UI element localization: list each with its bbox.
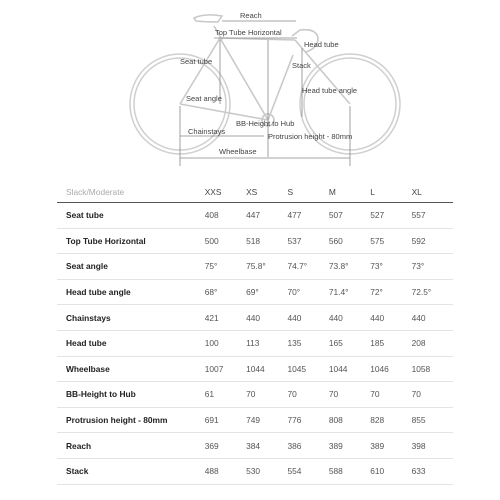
size-header: XL: [412, 181, 453, 203]
label-head-tube: Head tube: [304, 40, 339, 49]
table-cell: 1044: [246, 356, 287, 382]
table-cell: 557: [412, 203, 453, 229]
table-cell: 70: [412, 382, 453, 408]
table-row: [57, 433, 453, 459]
table-cell: 68°: [205, 279, 246, 305]
label-head-tube-angle: Head tube angle: [302, 86, 358, 95]
table-cell: 72.5°: [412, 279, 453, 305]
table-cell: 389: [329, 433, 370, 459]
table-cell: 527: [370, 203, 411, 229]
table-cell: 398: [412, 433, 453, 459]
table-cell: 1007: [205, 356, 246, 382]
table-cell: 447: [246, 203, 287, 229]
table-cell: 369: [205, 433, 246, 459]
table-cell: 408: [205, 203, 246, 229]
size-header: S: [287, 181, 328, 203]
table-cell: 135: [287, 330, 328, 356]
table-cell: 69°: [246, 279, 287, 305]
table-cell: 855: [412, 407, 453, 433]
table-row: [57, 254, 453, 280]
row-label: Reach: [57, 433, 205, 459]
size-header: XXS: [205, 181, 246, 203]
table-cell: 185: [370, 330, 411, 356]
table-cell: 71.4°: [329, 279, 370, 305]
table-cell: 440: [370, 305, 411, 331]
row-label: Seat angle: [57, 254, 205, 280]
size-header: M: [329, 181, 370, 203]
table-cell: 1045: [287, 356, 328, 382]
table-cell: 610: [370, 458, 411, 484]
table-cell: 75°: [205, 254, 246, 280]
row-label: Top Tube Horizontal: [57, 228, 205, 254]
table-body: [57, 203, 453, 485]
table-cell: 1044: [329, 356, 370, 382]
table-cell: 384: [246, 433, 287, 459]
size-header: L: [370, 181, 411, 203]
table-cell: 440: [246, 305, 287, 331]
label-top-tube: Top Tube Horizontal: [215, 28, 282, 37]
table-cell: 72°: [370, 279, 411, 305]
table-row: [57, 356, 453, 382]
label-wheelbase: Wheelbase: [219, 147, 257, 156]
table-cell: 477: [287, 203, 328, 229]
table-row: [57, 228, 453, 254]
table-cell: 165: [329, 330, 370, 356]
table-cell: 554: [287, 458, 328, 484]
table-cell: 75.8°: [246, 254, 287, 280]
table-cell: 100: [205, 330, 246, 356]
bike-geometry-diagram: [0, 0, 500, 175]
table-cell: 208: [412, 330, 453, 356]
table-cell: 440: [412, 305, 453, 331]
row-label: Stack: [57, 458, 205, 484]
table-cell: 61: [205, 382, 246, 408]
table-cell: 537: [287, 228, 328, 254]
table-cell: 70: [246, 382, 287, 408]
table-cell: 73°: [370, 254, 411, 280]
table-row: [57, 279, 453, 305]
table-cell: 518: [246, 228, 287, 254]
row-label: BB-Height to Hub: [57, 382, 205, 408]
label-seat-angle: Seat angle: [186, 94, 222, 103]
label-protrusion: Protrusion height - 80mm: [268, 132, 353, 141]
label-reach: Reach: [240, 11, 262, 20]
table-cell: 633: [412, 458, 453, 484]
table-row: [57, 305, 453, 331]
table-cell: 70: [329, 382, 370, 408]
table-row: [57, 407, 453, 433]
table-cell: 560: [329, 228, 370, 254]
table-row: [57, 458, 453, 484]
table-cell: 70°: [287, 279, 328, 305]
row-label: Wheelbase: [57, 356, 205, 382]
row-label: Protrusion height - 80mm: [57, 407, 205, 433]
table-cell: 588: [329, 458, 370, 484]
table-header-row: [57, 181, 453, 203]
table-cell: 691: [205, 407, 246, 433]
table-cell: 592: [412, 228, 453, 254]
row-label: Chainstays: [57, 305, 205, 331]
table-cell: 488: [205, 458, 246, 484]
table-cell: 440: [287, 305, 328, 331]
row-label: Head tube angle: [57, 279, 205, 305]
table-cell: 828: [370, 407, 411, 433]
table-corner-label: Slack/Moderate: [57, 181, 205, 203]
table-cell: 507: [329, 203, 370, 229]
table-cell: 70: [370, 382, 411, 408]
table-cell: 575: [370, 228, 411, 254]
table-row: [57, 330, 453, 356]
table-cell: 421: [205, 305, 246, 331]
table-cell: 776: [287, 407, 328, 433]
table-cell: 386: [287, 433, 328, 459]
geometry-table: [57, 181, 453, 485]
table-cell: 1046: [370, 356, 411, 382]
table-row: [57, 203, 453, 229]
row-label: Seat tube: [57, 203, 205, 229]
table-cell: 1058: [412, 356, 453, 382]
table-cell: 70: [287, 382, 328, 408]
label-seat-tube: Seat tube: [180, 57, 213, 66]
label-bb-height: BB-Height to Hub: [236, 119, 295, 128]
row-label: Head tube: [57, 330, 205, 356]
label-stack: Stack: [292, 61, 311, 70]
table-cell: 113: [246, 330, 287, 356]
table-cell: 530: [246, 458, 287, 484]
table-cell: 73.8°: [329, 254, 370, 280]
table-cell: 73°: [412, 254, 453, 280]
size-header: XS: [246, 181, 287, 203]
table-row: [57, 382, 453, 408]
table-cell: 808: [329, 407, 370, 433]
label-chainstays: Chainstays: [188, 127, 226, 136]
table-cell: 500: [205, 228, 246, 254]
table-cell: 440: [329, 305, 370, 331]
table-cell: 389: [370, 433, 411, 459]
table-cell: 74.7°: [287, 254, 328, 280]
table-cell: 749: [246, 407, 287, 433]
